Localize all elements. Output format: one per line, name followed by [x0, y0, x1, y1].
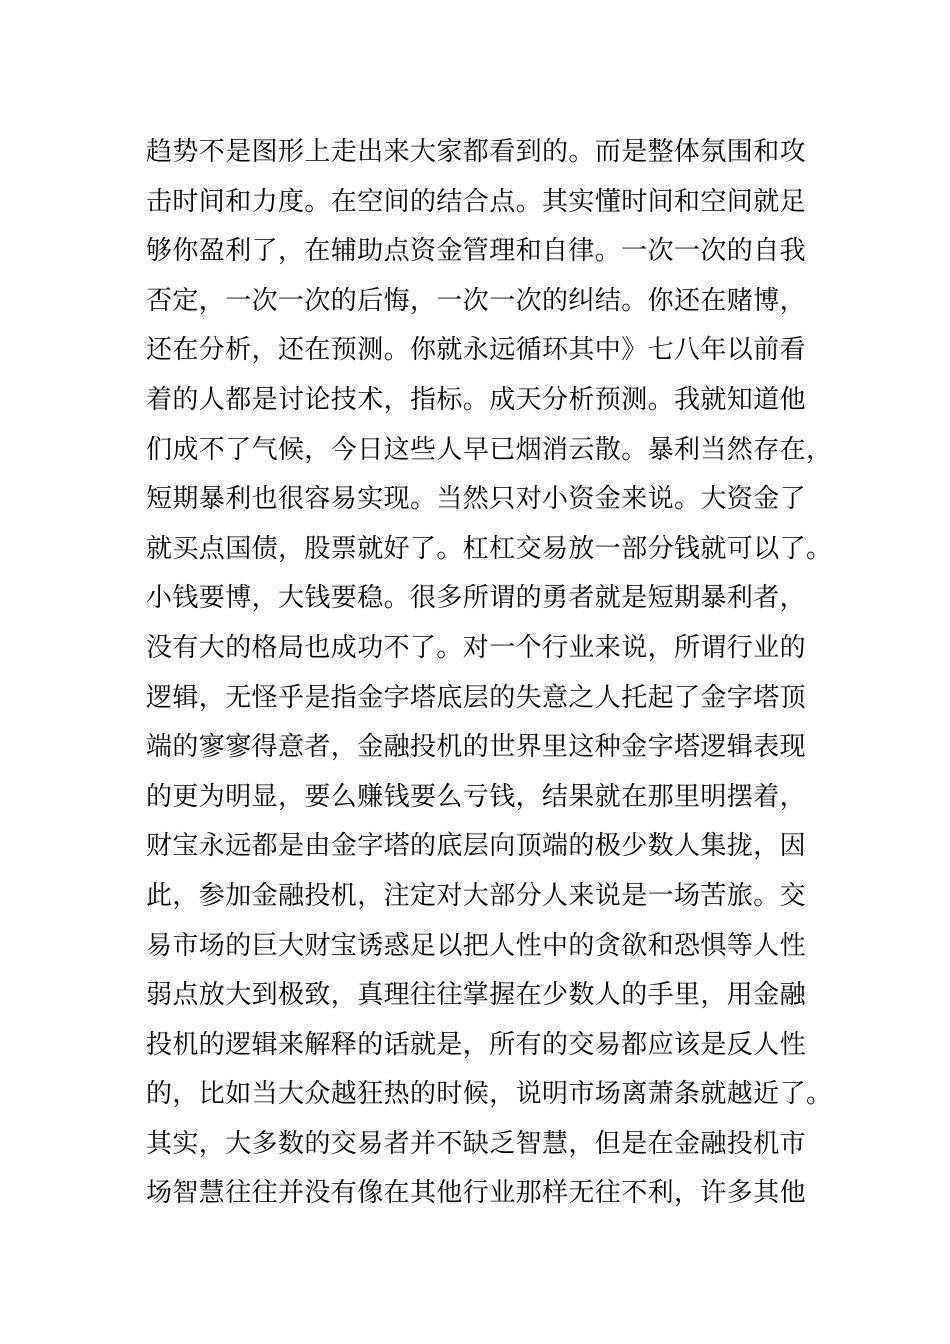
text-line: 投机的逻辑来解释的话就是，所有的交易都应该是反人性: [146, 1029, 807, 1060]
text-line: 易市场的巨大财宝诱惑足以把人性中的贪欲和恐惧等人性: [146, 930, 807, 961]
text-line: 着的人都是讨论技术，指标。成天分析预测。我就知道他: [146, 384, 807, 415]
text-line: 短期暴利也很容易实现。当然只对小资金来说。大资金了: [146, 484, 807, 515]
text-line: 的，比如当大众越狂热的时候，说明市场离萧条就越近了。: [146, 1079, 833, 1110]
text-line: 财宝永远都是由金字塔的底层向顶端的极少数人集拢，因: [146, 831, 807, 862]
text-line: 趋势不是图形上走出来大家都看到的。而是整体氛围和攻: [146, 137, 807, 167]
text-line: 就买点国债，股票就好了。杠杠交易放一部分钱就可以了。: [146, 533, 833, 564]
text-line: 够你盈利了，在辅助点资金管理和自律。一次一次的自我: [146, 236, 807, 267]
body-text: [146, 128, 833, 1219]
text-line: 没有大的格局也成功不了。对一个行业来说，所谓行业的: [146, 632, 807, 663]
text-line: 逻辑，无怪乎是指金字塔底层的失意之人托起了金字塔顶: [146, 682, 807, 713]
text-line: 场智慧往往并没有像在其他行业那样无往不利，许多其他: [146, 1178, 807, 1209]
text-line: 否定，一次一次的后悔，一次一次的纠结。你还在赌博，: [146, 285, 807, 316]
text-line: 弱点放大到极致，真理往往掌握在少数人的手里，用金融: [146, 980, 807, 1011]
text-line: 还在分析，还在预测。你就永远循环其中》七八年以前看: [146, 335, 807, 366]
text-line: 击时间和力度。在空间的结合点。其实懂时间和空间就足: [146, 186, 807, 217]
text-line: 的更为明显，要么赚钱要么亏钱，结果就在那里明摆着，: [146, 781, 807, 812]
text-line: 端的寥寥得意者，金融投机的世界里这种金字塔逻辑表现: [146, 732, 807, 763]
text-line: 们成不了气候，今日这些人早已烟消云散。暴利当然存在，: [146, 434, 833, 465]
text-line: 此，参加金融投机，注定对大部分人来说是一场苦旅。交: [146, 880, 807, 911]
text-line: 小钱要博，大钱要稳。很多所谓的勇者就是短期暴利者，: [146, 583, 807, 614]
text-line: 其实，大多数的交易者并不缺乏智慧，但是在金融投机市: [146, 1128, 807, 1159]
